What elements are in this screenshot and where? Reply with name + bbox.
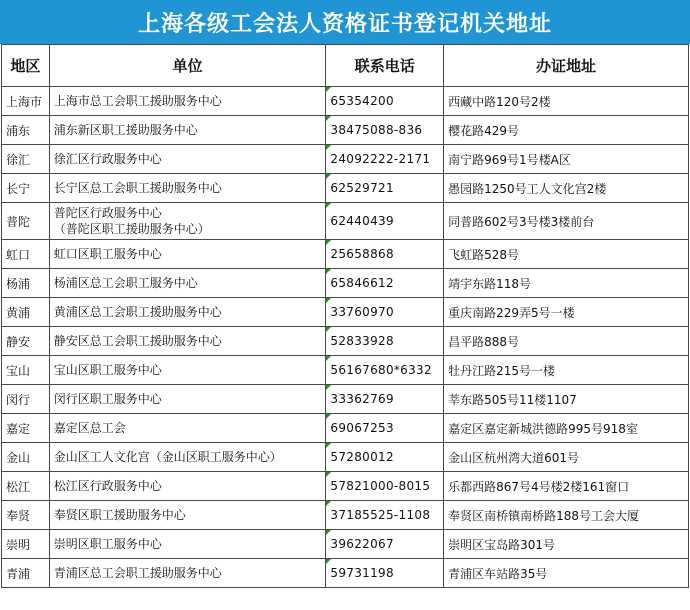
unit-text-group	[54, 478, 322, 494]
unit-cell	[49, 174, 326, 203]
unit-cell	[49, 443, 326, 472]
table-row	[2, 298, 689, 327]
unit-name: 上海市总工会职工援助服务中心	[53, 94, 222, 108]
phone-cell: 57280012	[326, 443, 444, 472]
table-row	[2, 145, 689, 174]
address-cell: 乐都西路867号4号楼2楼161窗口	[444, 472, 689, 501]
address-cell: 崇明区宝岛路301号	[444, 530, 689, 559]
address-cell: 青浦区车站路35号	[444, 559, 689, 588]
table-row	[2, 443, 689, 472]
region-cell: 长宁	[2, 174, 50, 203]
address-cell: 重庆南路229弄5号一楼	[444, 298, 689, 327]
unit-cell	[49, 385, 326, 414]
address-cell: 奉贤区南桥镇南桥路188号工会大厦	[444, 501, 689, 530]
phone-cell: 37185525-1108	[326, 501, 444, 530]
unit-name: 浦东新区职工援助服务中心	[53, 123, 198, 137]
unit-cell	[49, 240, 326, 269]
table-row	[2, 87, 689, 116]
phone-cell: 38475088-836	[326, 116, 444, 145]
unit-text-group	[54, 180, 322, 196]
region-cell: 徐汇	[2, 145, 50, 174]
region-cell: 虹口	[2, 240, 50, 269]
phone-cell: 59731198	[326, 559, 444, 588]
header-phone: 联系电话	[326, 45, 444, 87]
region-cell: 崇明	[2, 530, 50, 559]
unit-text-group	[54, 205, 322, 237]
unit-name: 青浦区总工会职工援助服务中心	[53, 566, 222, 580]
region-cell: 奉贤	[2, 501, 50, 530]
address-cell: 樱花路429号	[444, 116, 689, 145]
address-cell: 莘东路505号11楼1107	[444, 385, 689, 414]
unit-cell	[49, 116, 326, 145]
address-cell: 嘉定区嘉定新城洪德路995号918室	[444, 414, 689, 443]
phone-cell: 62529721	[326, 174, 444, 203]
phone-cell: 62440439	[326, 203, 444, 240]
unit-cell	[49, 327, 326, 356]
unit-cell	[49, 269, 326, 298]
phone-cell: 33362769	[326, 385, 444, 414]
unit-name: 杨浦区总工会职工服务中心	[53, 276, 198, 290]
table-body	[2, 87, 689, 588]
unit-cell	[49, 472, 326, 501]
unit-text-group	[54, 333, 322, 349]
unit-cell	[49, 559, 326, 588]
table-row	[2, 269, 689, 298]
unit-name: 虹口区职工服务中心	[53, 247, 162, 261]
address-cell: 牡丹江路215号一楼	[444, 356, 689, 385]
phone-cell: 25658868	[326, 240, 444, 269]
unit-text-group	[54, 420, 322, 436]
region-cell: 上海市	[2, 87, 50, 116]
region-cell: 松江	[2, 472, 50, 501]
unit-text-group	[54, 122, 322, 138]
region-cell: 嘉定	[2, 414, 50, 443]
table-row	[2, 356, 689, 385]
unit-cell	[49, 356, 326, 385]
phone-cell: 69067253	[326, 414, 444, 443]
phone-cell: 39622067	[326, 530, 444, 559]
region-cell: 浦东	[2, 116, 50, 145]
unit-text-group	[54, 536, 322, 552]
region-cell: 黄浦	[2, 298, 50, 327]
unit-text-group	[54, 151, 322, 167]
table-row	[2, 472, 689, 501]
region-cell: 青浦	[2, 559, 50, 588]
table-row	[2, 530, 689, 559]
unit-text-group	[54, 565, 322, 581]
region-cell: 金山	[2, 443, 50, 472]
address-cell: 昌平路888号	[444, 327, 689, 356]
table-header-row	[2, 45, 689, 87]
phone-cell: 65354200	[326, 87, 444, 116]
table-row	[2, 501, 689, 530]
unit-name: 黄浦区总工会职工援助服务中心	[53, 305, 222, 319]
table-row	[2, 203, 689, 240]
unit-text-group	[54, 93, 322, 109]
address-cell: 金山区杭州湾大道601号	[444, 443, 689, 472]
unit-name: 宝山区职工服务中心	[53, 363, 162, 377]
unit-name: 闵行区职工服务中心	[53, 392, 162, 406]
unit-cell	[49, 298, 326, 327]
registration-office-table	[1, 44, 689, 588]
phone-cell: 33760970	[326, 298, 444, 327]
unit-cell	[49, 145, 326, 174]
page-title: 上海各级工会法人资格证书登记机关地址	[137, 11, 552, 37]
unit-name: 徐汇区行政服务中心	[53, 152, 162, 166]
unit-text-group	[54, 391, 322, 407]
unit-name: 奉贤区职工援助服务中心	[53, 508, 186, 522]
phone-cell: 52833928	[326, 327, 444, 356]
unit-cell	[49, 203, 326, 240]
unit-name: 静安区总工会职工援助服务中心	[53, 334, 222, 348]
table-row	[2, 240, 689, 269]
address-cell: 飞虹路528号	[444, 240, 689, 269]
phone-cell: 65846612	[326, 269, 444, 298]
address-cell: 愚园路1250号工人文化宫2楼	[444, 174, 689, 203]
address-cell: 南宁路969号1号楼A区	[444, 145, 689, 174]
address-cell: 同普路602号3号楼3楼前台	[444, 203, 689, 240]
table-row	[2, 327, 689, 356]
unit-subname: （普陀区职工援助服务中心）	[53, 222, 210, 236]
region-cell: 宝山	[2, 356, 50, 385]
header-address: 办证地址	[444, 45, 689, 87]
header-unit: 单位	[49, 45, 326, 87]
table-row	[2, 174, 689, 203]
unit-cell	[49, 87, 326, 116]
unit-text-group	[54, 275, 322, 291]
header-region: 地区	[2, 45, 50, 87]
unit-name: 普陀区行政服务中心	[53, 206, 162, 220]
region-cell: 普陀	[2, 203, 50, 240]
address-cell: 西藏中路120号2楼	[444, 87, 689, 116]
unit-text-group	[54, 362, 322, 378]
table-row	[2, 559, 689, 588]
region-cell: 杨浦	[2, 269, 50, 298]
unit-name: 松江区行政服务中心	[53, 479, 162, 493]
table-row	[2, 385, 689, 414]
phone-cell: 24092222-2171	[326, 145, 444, 174]
region-cell: 静安	[2, 327, 50, 356]
unit-name: 崇明区职工服务中心	[53, 537, 162, 551]
phone-cell: 56167680*6332	[326, 356, 444, 385]
unit-cell	[49, 501, 326, 530]
unit-name: 嘉定区总工会	[53, 421, 126, 435]
address-cell: 靖宇东路118号	[444, 269, 689, 298]
title-banner	[0, 0, 690, 44]
unit-text-group	[54, 449, 322, 465]
table-row	[2, 414, 689, 443]
unit-cell	[49, 530, 326, 559]
unit-name: 金山区工人文化宫（金山区职工服务中心）	[53, 450, 282, 464]
unit-text-group	[54, 507, 322, 523]
unit-name: 长宁区总工会职工援助服务中心	[53, 181, 222, 195]
region-cell: 闵行	[2, 385, 50, 414]
phone-cell: 57821000-8015	[326, 472, 444, 501]
table-row	[2, 116, 689, 145]
unit-text-group	[54, 304, 322, 320]
unit-text-group	[54, 246, 322, 262]
unit-cell	[49, 414, 326, 443]
